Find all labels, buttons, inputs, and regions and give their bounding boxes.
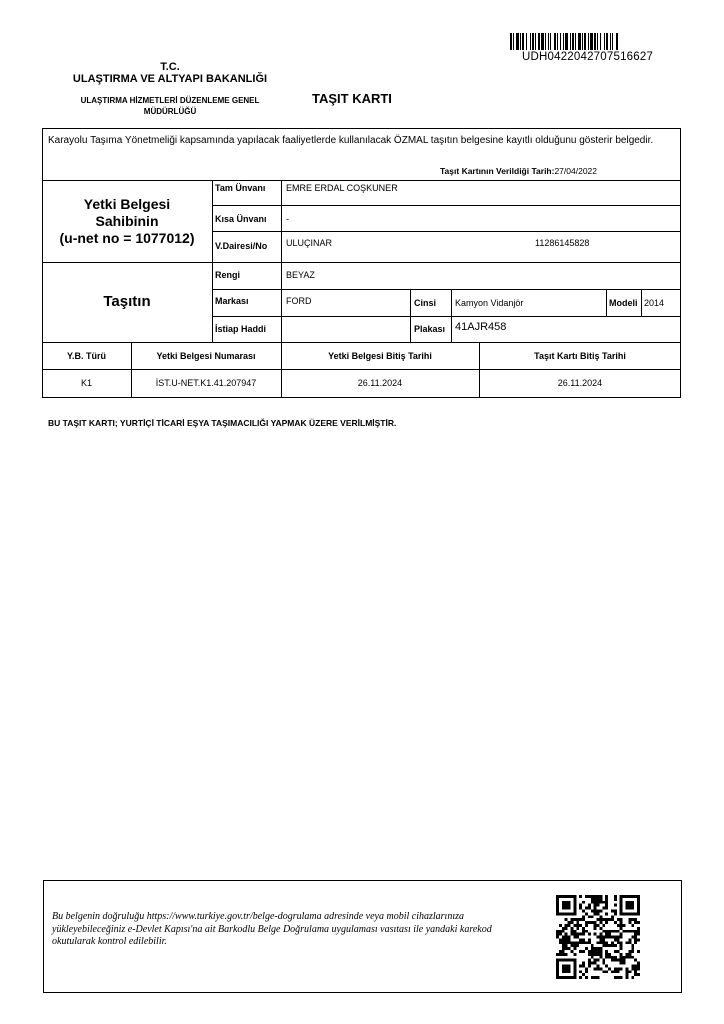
short-name-label: Kısa Ünvanı [215,214,267,224]
table-cell: K1 [80,378,92,388]
column-header: Yetki Belgesi Bitiş Tarihi [328,351,432,361]
plate-value: 41AJR458 [455,321,507,333]
table-rule [212,231,681,232]
barcode-image [510,33,670,50]
tax-office-value: ULUÇINAR [286,238,333,248]
model-label: Modeli [609,298,638,308]
table-rule [42,180,681,181]
issue-date [440,166,597,176]
usage-notice: BU TAŞIT KARTI; YURTİÇİ TİCARİ EŞYA TAŞIMACILIĞI YAPMAK ÜZERE VERİLMİŞTİR. [48,418,397,428]
qr-code-image [556,895,640,979]
table-rule [42,342,681,343]
full-name-label: Tam Ünvanı [215,183,266,193]
table-cell: 26.11.2024 [557,378,603,388]
directorate-line-2: MÜDÜRLÜĞÜ [143,107,197,116]
table-rule [212,180,213,342]
table-rule [42,262,681,263]
barcode-number: UDH0422042707516627 [522,51,654,63]
tax-office-label: V.Dairesi/No [215,241,268,251]
intro-text: Karayolu Taşıma Yönetmeliği kapsamında yapılacak faaliyetlerde kullanılacak ÖZMAL taşıtın belgesine kayıtlı olduğunu gösterir belgedir. [48,135,654,146]
header-tc: T.C. [160,61,180,73]
ministry-name: ULAŞTIRMA VE ALTYAPI BAKANLIĞI [72,73,268,85]
column-header: Taşıt Kartı Bitiş Tarihi [534,351,626,361]
plate-label: Plakası [414,324,446,334]
table-rule [451,289,452,342]
table-rule [212,205,681,206]
directorate-name [55,95,285,117]
holder-heading-line-3: (u-net no = 1077012) [59,230,195,246]
vehicle-type-label: Cinsi [414,298,437,308]
column-header: Yetki Belgesi Numarası [156,351,256,361]
table-rule [42,369,681,370]
short-name-value: - [286,214,289,224]
tax-number-value: 11286145828 [535,238,590,248]
model-value: 2014 [644,298,665,308]
table-cell: 26.11.2024 [357,378,403,388]
table-cell: İST.U-NET.K1.41.207947 [155,378,257,388]
full-name-value: EMRE ERDAL COŞKUNER [286,183,398,193]
brand-value: FORD [286,296,312,306]
column-header: Y.B. Türü [66,351,106,361]
color-value: BEYAZ [286,270,315,280]
table-rule [641,289,642,316]
issue-date-label: Taşıt Kartının Verildiği Tarih: [440,166,555,176]
capacity-label: İstiap Haddi [215,324,267,334]
vehicle-heading: Taşıtın [103,293,151,310]
issue-date-value: 27/04/2022 [554,166,597,176]
directorate-line-1: ULAŞTIRMA HİZMETLERİ DÜZENLEME GENEL [80,96,260,105]
verification-text: Bu belgenin doğruluğu https://www.turkiye.gov.tr/belge-dogrulama adresinde veya mobil cihazlarınıza yükleyebileceğiniz e-Devlet Kapısı'na ait Barkodlu Belge Doğrulama uygulaması vasıtası ile yandaki karekod okutularak kontrol edilebilir. [52,911,492,947]
holder-heading-line-2: Sahibinin [95,213,159,229]
table-rule [606,289,607,316]
brand-label: Markası [215,296,249,306]
table-rule [410,289,411,342]
table-rule [212,289,681,290]
document-title: TAŞIT KARTI [312,91,392,106]
table-rule [212,316,681,317]
holder-heading-line-1: Yetki Belgesi [83,196,171,212]
vehicle-type-value: Kamyon Vidanjör [455,298,524,308]
color-label: Rengi [215,270,241,280]
holder-heading [42,196,212,247]
table-rule [281,180,282,342]
